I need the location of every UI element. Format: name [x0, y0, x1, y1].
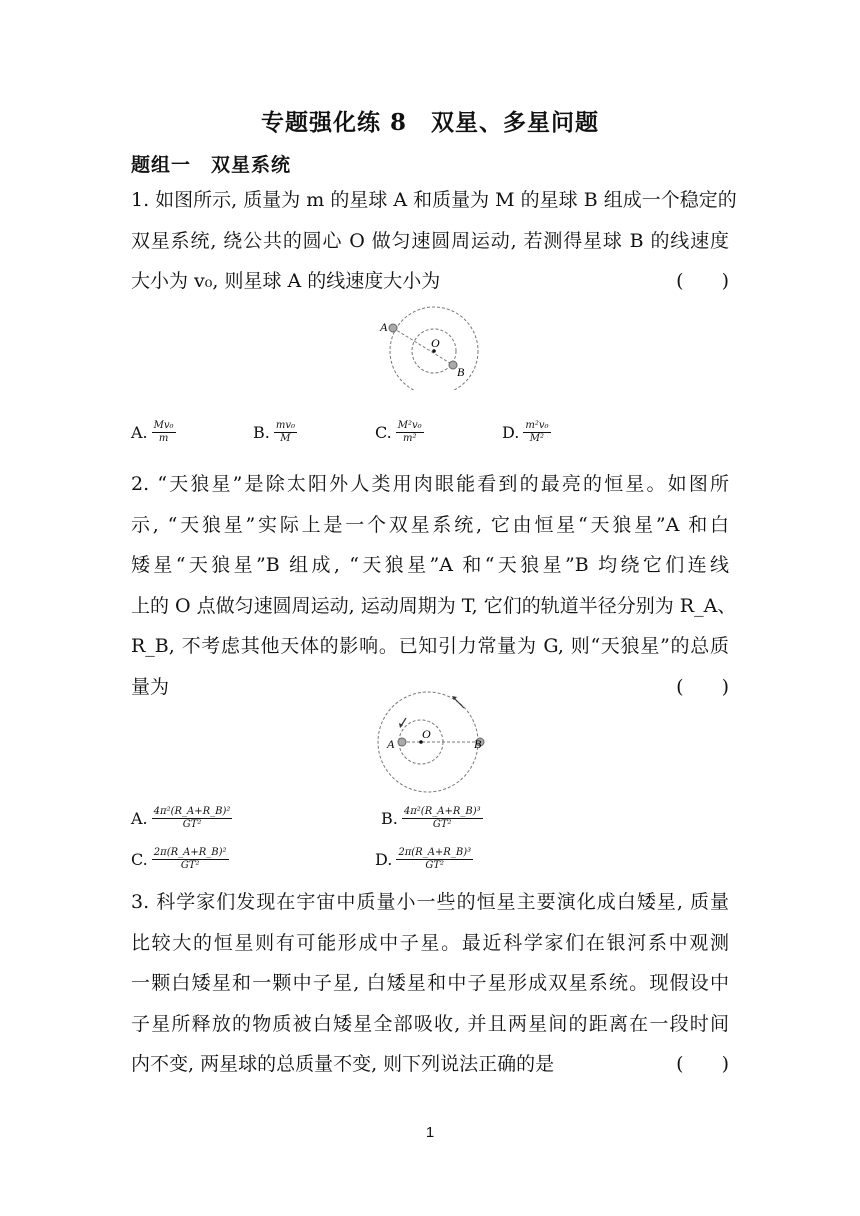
q2-option-b[interactable]: [381, 806, 483, 831]
q3-line: 一颗白矮星和一颗中子星, 白矮星和中子星形成双星系统。现假设中: [131, 972, 729, 994]
q2-line: R_B, 不考虑其他天体的影响。已知引力常量为 G, 则“天狼星”的总质: [131, 635, 729, 657]
fraction-denominator: GT²: [425, 860, 445, 871]
q1-option-d[interactable]: [502, 420, 551, 445]
q2-line: 矮星“天狼星”B 组成, “天狼星”A 和“天狼星”B 均绕它们连线: [131, 554, 729, 576]
q1-option-a[interactable]: [131, 420, 176, 445]
q2-option-c[interactable]: [131, 847, 229, 872]
q1-line: 双星系统, 绕公共的圆心 O 做匀速圆周运动, 若测得星球 B 的线速度: [131, 229, 729, 252]
q1-line: 大小为 v₀, 则星球 A 的线速度大小为: [131, 270, 441, 292]
q3-line: 子星所释放的物质被白矮星全部吸收, 并且两星间的距离在一段时间: [131, 1012, 729, 1035]
option-letter: A.: [131, 423, 148, 442]
option-fraction: [152, 847, 229, 872]
question-3-text: [131, 882, 729, 1085]
fraction-numerator: Mv₀: [153, 420, 174, 431]
q2-label-a: A: [387, 737, 395, 751]
q1-line: 1. 如图所示, 质量为 m 的星球 A 和质量为 M 的星球 B 组成一个稳定的: [131, 189, 737, 211]
q2-line: 2. “天狼星”是除太阳外人类用肉眼能看到的最亮的恒星。如图所: [131, 473, 729, 495]
q2-line: 示, “天狼星”实际上是一个双星系统, 它由恒星“天狼星”A 和白: [131, 513, 729, 536]
q2-line: 量为: [131, 675, 170, 698]
question-1-text: [131, 180, 737, 302]
option-fraction: [152, 806, 233, 831]
fraction-denominator: GT²: [432, 819, 452, 830]
option-letter: D.: [502, 423, 520, 442]
option-letter: C.: [131, 850, 148, 869]
option-fraction: [396, 847, 473, 872]
q2-velocity-arrow-b: [454, 698, 464, 708]
fraction-numerator: mv₀: [275, 420, 295, 431]
q3-line: 3. 科学家们发现在宇宙中质量小一些的恒星主要演化成白矮星, 质量: [131, 891, 729, 913]
q2-label-o: O: [422, 727, 431, 741]
option-fraction: [396, 420, 424, 445]
fraction-numerator: 4π²(R_A+R_B)²: [153, 806, 231, 817]
q1-answer-paren: ( ): [676, 270, 729, 292]
fraction-denominator: m: [158, 433, 169, 444]
page-number: 1: [425, 1124, 435, 1141]
option-letter: A.: [131, 809, 148, 828]
q1-star-a: [389, 324, 397, 332]
q2-option-d[interactable]: [375, 847, 473, 872]
option-letter: B.: [253, 423, 270, 442]
option-fraction: [152, 420, 176, 445]
q2-figure: [374, 690, 494, 794]
q1-label-o: O: [431, 336, 440, 350]
fraction-denominator: M²: [529, 433, 545, 444]
option-letter: D.: [375, 850, 393, 869]
q2-option-a[interactable]: [131, 806, 232, 831]
q1-line-last: [131, 261, 729, 302]
fraction-numerator: 2π(R_A+R_B)³: [398, 847, 472, 858]
fraction-numerator: 4π²(R_A+R_B)³: [403, 806, 481, 817]
q1-label-a: A: [380, 320, 388, 334]
option-fraction: [523, 420, 550, 445]
option-fraction: [402, 806, 483, 831]
fraction-denominator: m²: [402, 433, 417, 444]
fraction-denominator: M: [280, 433, 291, 444]
q3-line-last: [131, 1044, 729, 1085]
q2-line: 上的 O 点做匀速圆周运动, 运动周期为 T, 它们的轨道半径分别为 R_A、: [131, 594, 737, 617]
option-letter: B.: [381, 809, 398, 828]
q1-option-b[interactable]: [253, 420, 297, 445]
section-heading: 题组一 双星系统: [131, 154, 292, 176]
q1-option-c[interactable]: [375, 420, 424, 445]
fraction-numerator: 2π(R_A+R_B)²: [153, 847, 227, 858]
q2-label-b: B: [474, 737, 482, 751]
fraction-denominator: GT²: [182, 819, 202, 830]
q3-line: 内不变, 两星球的总质量不变, 则下列说法正确的是: [131, 1053, 555, 1075]
q1-label-b: B: [457, 365, 465, 379]
fraction-denominator: GT²: [180, 860, 200, 871]
option-fraction: [274, 420, 297, 445]
q3-line: 比较大的恒星则有可能形成中子星。最近科学家们在银河系中观测: [131, 931, 729, 954]
question-2-text: [131, 464, 737, 707]
q1-connecting-line: [393, 328, 453, 365]
q3-answer-paren: ( ): [676, 1053, 729, 1075]
option-letter: C.: [375, 423, 392, 442]
q2-answer-paren: ( ): [676, 675, 729, 698]
q1-figure: [376, 300, 486, 390]
fraction-numerator: M²v₀: [397, 420, 422, 431]
q2-star-a: [398, 738, 406, 746]
page-title: 专题强化练 8 双星、多星问题: [260, 109, 599, 136]
q1-star-b: [449, 361, 457, 369]
fraction-numerator: m²v₀: [525, 420, 549, 431]
